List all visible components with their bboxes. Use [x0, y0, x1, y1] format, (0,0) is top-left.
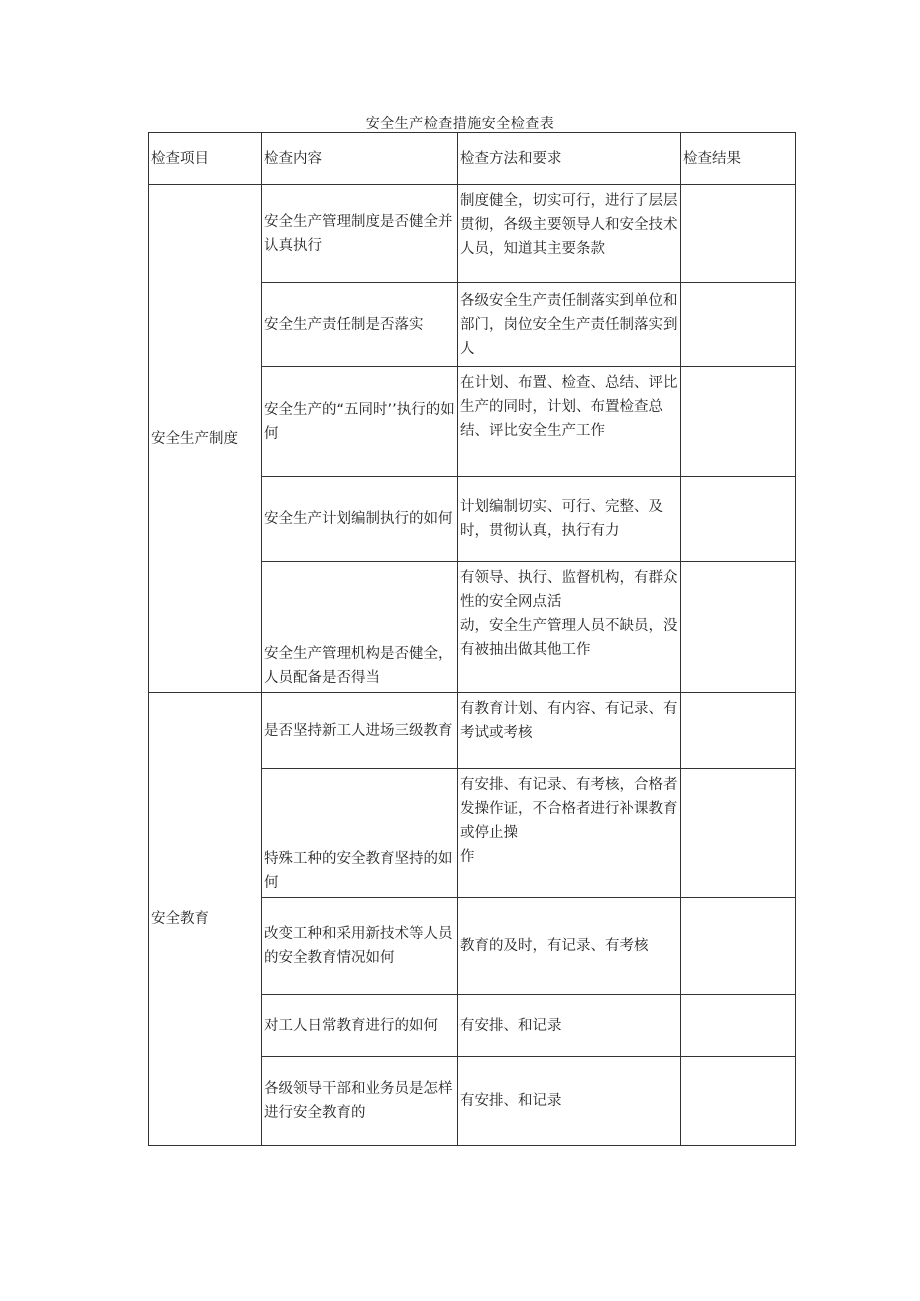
result-cell [681, 898, 796, 995]
inspection-table [148, 132, 796, 1146]
group-cell: 安全生产制度 [149, 185, 262, 693]
method-cell: 各级安全生产责任制落实到单位和部门，岗位安全生产责任制落实到人 [458, 283, 681, 367]
header-row [149, 133, 796, 185]
content-cell: 各级领导干部和业务员是怎样进行安全教育的 [262, 1057, 458, 1146]
content-cell: 安全生产计划编制执行的如何 [262, 477, 458, 562]
header-cell: 检查方法和要求 [458, 133, 681, 185]
result-cell [681, 477, 796, 562]
method-cell: 在计划、布置、检查、总结、评比生产的同时，计划、布置检查总结、评比安全生产工作 [458, 367, 681, 477]
method-cell: 有安排、和记录 [458, 995, 681, 1057]
result-cell [681, 995, 796, 1057]
result-cell [681, 769, 796, 898]
table-row [149, 185, 796, 283]
group-cell: 安全教育 [149, 693, 262, 1146]
result-cell [681, 367, 796, 477]
result-cell [681, 185, 796, 283]
content-cell: 特殊工种的安全教育坚持的如何 [262, 769, 458, 898]
method-cell: 有安排、和记录 [458, 1057, 681, 1146]
method-cell: 有领导、执行、监督机构，有群众性的安全网点活 动，安全生产管理人员不缺员，没有被抽出做其他工作 [458, 562, 681, 693]
result-cell [681, 693, 796, 769]
content-cell: 安全生产责任制是否落实 [262, 283, 458, 367]
content-cell: 对工人日常教育进行的如何 [262, 995, 458, 1057]
result-cell [681, 562, 796, 693]
content-cell: 改变工种和采用新技术等人员的安全教育情况如何 [262, 898, 458, 995]
method-cell: 有安排、有记录、有考核，合格者发操作证，不合格者进行补课教育或停止操 作 [458, 769, 681, 898]
content-cell: 安全生产的“五同时’’执行的如何 [262, 367, 458, 477]
method-cell: 计划编制切实、可行、完整、及时，贯彻认真，执行有力 [458, 477, 681, 562]
content-cell: 是否坚持新工人进场三级教育 [262, 693, 458, 769]
header-cell: 检查结果 [681, 133, 796, 185]
header-cell: 检查项目 [149, 133, 262, 185]
result-cell [681, 283, 796, 367]
result-cell [681, 1057, 796, 1146]
content-cell: 安全生产管理机构是否健全，人员配备是否得当 [262, 562, 458, 693]
method-cell: 有教育计划、有内容、有记录、有考试或考核 [458, 693, 681, 769]
method-cell: 教育的及时，有记录、有考核 [458, 898, 681, 995]
header-cell: 检查内容 [262, 133, 458, 185]
table-row [149, 693, 796, 769]
method-cell: 制度健全，切实可行，进行了层层贯彻，各级主要领导人和安全技术人员，知道其主要条款 [458, 185, 681, 283]
content-cell: 安全生产管理制度是否健全并认真执行 [262, 185, 458, 283]
page-title: 安全生产检查措施安全检查表 [365, 116, 555, 132]
